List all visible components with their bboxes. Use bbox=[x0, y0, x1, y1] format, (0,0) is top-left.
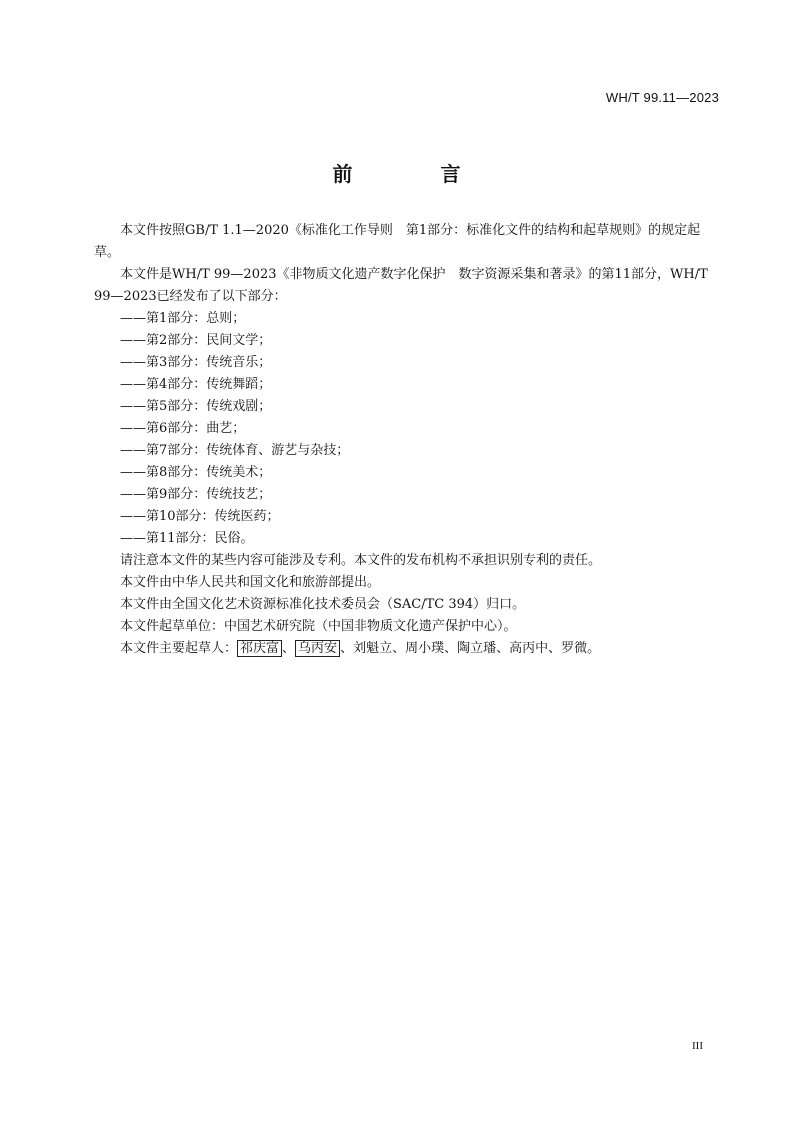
list-item: ——第11部分：民俗。 bbox=[120, 531, 254, 546]
paragraph-series-intro: 本文件是WH/T 99—2023《非物质文化遗产数字化保护 数字资源采集和著录》的第11部分，WH/T 99—2023已经发布了以下部分： bbox=[94, 267, 708, 304]
standard-code: WH/T 99.11—2023 bbox=[605, 90, 719, 105]
drafters-rest: 、刘魁立、周小璞、陶立璠、高丙中、罗微。 bbox=[340, 641, 601, 656]
list-item: ——第7部分：传统体育、游艺与杂技； bbox=[120, 443, 350, 458]
list-item: ——第4部分：传统舞蹈； bbox=[120, 377, 272, 392]
list-item: ——第2部分：民间文学； bbox=[120, 333, 272, 348]
paragraph-proposer: 本文件由中华人民共和国文化和旅游部提出。 bbox=[120, 575, 381, 590]
drafter-name-boxed: 祁庆富 bbox=[237, 640, 282, 657]
drafter-name-boxed: 乌丙安 bbox=[295, 640, 340, 657]
paragraph-drafting-rules: 本文件按照GB/T 1.1—2020《标准化工作导则 第1部分：标准化文件的结构和起草规则》的规定起草。 bbox=[94, 223, 701, 260]
paragraph-drafters bbox=[94, 638, 718, 660]
list-item: ——第8部分：传统美术； bbox=[120, 465, 272, 480]
paragraph-committee: 本文件由全国文化艺术资源标准化技术委员会（SAC/TC 394）归口。 bbox=[120, 597, 526, 612]
list-item: ——第3部分：传统音乐； bbox=[120, 355, 272, 370]
list-item: ——第5部分：传统戏剧； bbox=[120, 399, 272, 414]
drafter-separator: 、 bbox=[282, 641, 296, 656]
page-number: III bbox=[692, 1040, 703, 1052]
document-body bbox=[94, 220, 718, 660]
list-item: ——第9部分：传统技艺； bbox=[120, 487, 272, 502]
paragraph-drafting-unit: 本文件起草单位：中国艺术研究院（中国非物质文化遗产保护中心）。 bbox=[120, 619, 517, 634]
list-item: ——第6部分：曲艺； bbox=[120, 421, 246, 436]
page-title: 前 言 bbox=[332, 162, 495, 186]
drafters-prefix: 本文件主要起草人： bbox=[120, 641, 238, 656]
list-item: ——第10部分：传统医药； bbox=[120, 509, 280, 524]
parts-list bbox=[94, 308, 718, 550]
list-item: ——第1部分：总则； bbox=[120, 311, 246, 326]
paragraph-patent-notice: 请注意本文件的某些内容可能涉及专利。本文件的发布机构不承担识别专利的责任。 bbox=[120, 553, 602, 568]
